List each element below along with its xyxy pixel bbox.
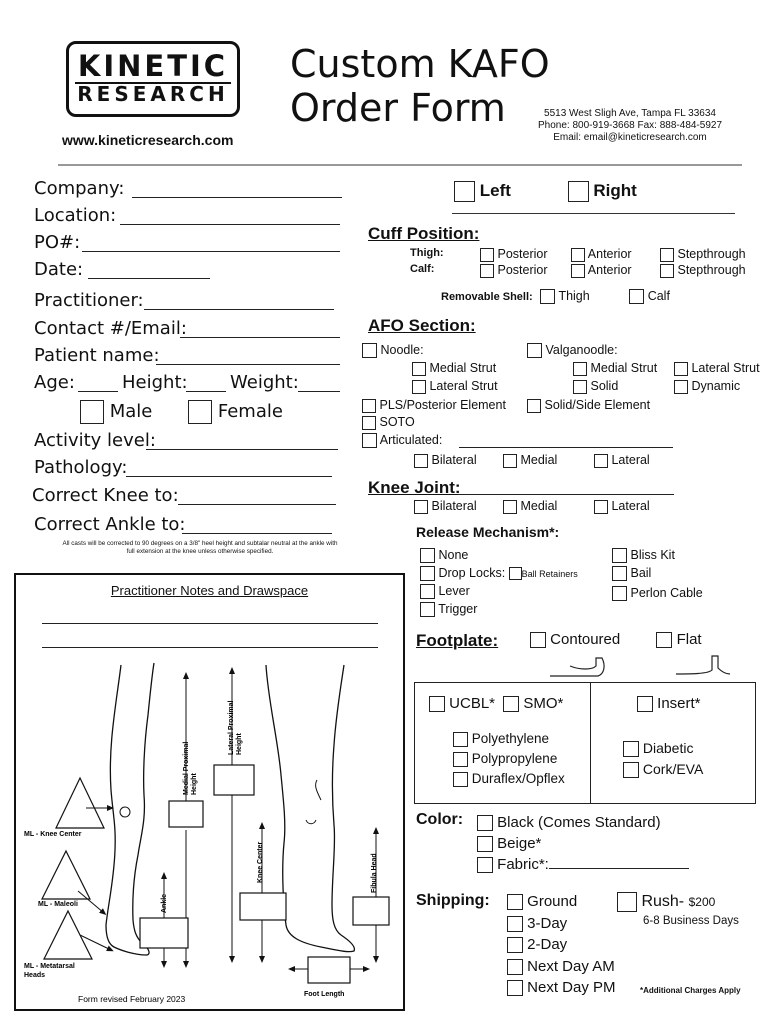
company-field[interactable] bbox=[34, 178, 124, 199]
practitioner-field[interactable] bbox=[34, 290, 144, 311]
next-day-pm-label: Next Day PM bbox=[527, 979, 616, 996]
phone-fax: Phone: 800-919-3668 Fax: 888-484-5927 bbox=[537, 120, 723, 131]
soto-label: SOTO bbox=[379, 415, 415, 429]
lateral-prox-box[interactable] bbox=[214, 765, 254, 795]
three-day-label: 3-Day bbox=[527, 914, 568, 932]
notes-heading: Practitioner Notes and Drawspace bbox=[110, 583, 309, 598]
ml-maleoli-label: ML - Maleoli bbox=[38, 901, 78, 908]
additional-charges-note: *Additional Charges Apply bbox=[640, 986, 741, 995]
lever-checkbox[interactable] bbox=[420, 584, 435, 599]
header-divider bbox=[58, 164, 742, 166]
height-label: Height: bbox=[122, 372, 188, 393]
duraflex-checkbox[interactable] bbox=[453, 772, 468, 787]
articulated-bilateral-label: Bilateral bbox=[431, 453, 477, 467]
knee-correction-label: Correct Knee to: bbox=[32, 485, 179, 506]
pls-checkbox[interactable] bbox=[362, 399, 376, 413]
medial-prox-label2: Height bbox=[191, 773, 198, 795]
black-checkbox[interactable] bbox=[477, 815, 493, 831]
location-label: Location: bbox=[34, 205, 117, 226]
valga-medial-strut-checkbox[interactable] bbox=[573, 362, 587, 376]
pathology-field[interactable] bbox=[34, 457, 127, 478]
company-logo bbox=[66, 41, 240, 117]
drop-locks-label: Drop Locks: bbox=[438, 566, 506, 580]
knee-correction-field[interactable] bbox=[32, 485, 179, 506]
fabric-label: Fabric*: bbox=[497, 856, 549, 873]
valganoodle-checkbox[interactable] bbox=[527, 343, 542, 358]
patient-label: Patient name: bbox=[34, 345, 160, 366]
two-day-checkbox[interactable] bbox=[507, 937, 523, 953]
calf-posterior-label: Posterior bbox=[497, 263, 548, 277]
next-day-am-label: Next Day AM bbox=[527, 957, 615, 975]
female-checkbox[interactable] bbox=[188, 400, 212, 424]
ground-label: Ground bbox=[527, 893, 578, 910]
page-title bbox=[290, 42, 550, 130]
shipping-options bbox=[507, 891, 616, 999]
valganoodle-label: Valganoodle: bbox=[545, 343, 618, 357]
date-field[interactable] bbox=[34, 259, 83, 280]
removable-shell-label: Removable Shell: bbox=[441, 291, 533, 303]
ml-meta-label2: Heads bbox=[24, 972, 46, 979]
noodle-medial-strut-label: Medial Strut bbox=[429, 361, 497, 375]
thigh-stepthrough-label: Stepthrough bbox=[677, 247, 746, 261]
lever-label: Lever bbox=[438, 584, 470, 598]
afo-options bbox=[362, 343, 767, 473]
perlon-cable-checkbox[interactable] bbox=[612, 586, 627, 601]
right-label: Right bbox=[593, 181, 637, 200]
cuff-heading: Cuff Position: bbox=[368, 224, 480, 243]
address-block bbox=[520, 108, 740, 144]
fibula-label: Fibula Head bbox=[371, 853, 378, 893]
rush-label: Rush- bbox=[641, 893, 685, 911]
title-line1: Custom KAFO bbox=[290, 42, 550, 86]
rush-days: 6-8 Business Days bbox=[643, 915, 739, 927]
ucbl-checkbox[interactable] bbox=[429, 696, 445, 712]
duraflex-label: Duraflex/Opflex bbox=[471, 771, 565, 786]
ankle-label: Ankle bbox=[161, 893, 168, 913]
calf-anterior-label: Anterior bbox=[587, 263, 632, 277]
notes-drawspace[interactable] bbox=[14, 573, 405, 1011]
weight-label: Weight: bbox=[230, 372, 299, 393]
thigh-anterior-label: Anterior bbox=[587, 247, 632, 261]
po-field[interactable] bbox=[34, 232, 80, 253]
trigger-checkbox[interactable] bbox=[420, 602, 435, 617]
address: 5513 West Sligh Ave, Tampa FL 33634 bbox=[544, 108, 716, 119]
activity-label: Activity level: bbox=[34, 430, 156, 451]
valga-lateral-strut-checkbox[interactable] bbox=[674, 362, 688, 376]
shell-calf-checkbox[interactable] bbox=[629, 289, 644, 304]
knee-joint-heading: Knee Joint: bbox=[368, 478, 461, 497]
ankle-correction-label: Correct Ankle to: bbox=[34, 514, 186, 535]
bail-label: Bail bbox=[630, 566, 652, 580]
right-knee-contour bbox=[316, 780, 321, 800]
articulated-lateral-checkbox[interactable] bbox=[594, 454, 608, 468]
black-label: Black (Comes Standard) bbox=[497, 814, 661, 831]
side-options bbox=[454, 181, 637, 202]
contoured-footplate-icon bbox=[550, 658, 604, 676]
ucbl-label: UCBL* bbox=[449, 695, 496, 712]
release-options bbox=[420, 548, 740, 624]
logo-line1: KINETIC bbox=[77, 49, 229, 83]
lateral-prox-label1: Lateral Proximal bbox=[228, 700, 235, 755]
valga-solid-checkbox[interactable] bbox=[573, 380, 587, 394]
articulated-bilateral-checkbox[interactable] bbox=[414, 454, 428, 468]
footplate-icons bbox=[540, 652, 760, 680]
next-day-pm-checkbox[interactable] bbox=[507, 980, 523, 996]
calf-label: Calf: bbox=[410, 263, 435, 275]
footnote-line1: All casts will be corrected to 90 degrees on a 3/8" heel height and subtalar neutral at the ankle with bbox=[62, 540, 338, 547]
three-day-checkbox[interactable] bbox=[507, 916, 523, 932]
color-heading: Color: bbox=[416, 811, 464, 828]
release-none-label: None bbox=[438, 548, 469, 562]
pathology-label: Pathology: bbox=[34, 457, 128, 478]
foot-length-box[interactable] bbox=[308, 957, 350, 983]
email: Email: email@kineticresearch.com bbox=[553, 132, 707, 143]
left-knee-mark bbox=[120, 807, 130, 817]
ml-meta-arrow bbox=[80, 935, 111, 950]
right-knee-mark bbox=[306, 820, 316, 824]
po-label: PO#: bbox=[34, 232, 81, 253]
contact-field[interactable] bbox=[34, 318, 187, 339]
valga-solid-label: Solid bbox=[590, 379, 619, 393]
footnote-line2: full extension at the knee unless otherwise specified. bbox=[126, 548, 274, 555]
noodle-lateral-strut-checkbox[interactable] bbox=[412, 380, 426, 394]
articulated-label: Articulated: bbox=[379, 433, 443, 447]
right-checkbox[interactable] bbox=[568, 181, 589, 202]
bliss-kit-checkbox[interactable] bbox=[612, 548, 627, 563]
valga-dynamic-checkbox[interactable] bbox=[674, 380, 688, 394]
beige-label: Beige* bbox=[497, 835, 542, 852]
leg-measurement-diagram bbox=[16, 575, 403, 1009]
female-label: Female bbox=[217, 401, 283, 422]
knee-lateral-checkbox[interactable] bbox=[594, 500, 608, 514]
articulated-medial-checkbox[interactable] bbox=[503, 454, 517, 468]
polypropylene-checkbox[interactable] bbox=[453, 752, 468, 767]
polyethylene-checkbox[interactable] bbox=[453, 732, 468, 747]
ml-knee-triangle bbox=[56, 778, 104, 828]
smo-label: SMO* bbox=[523, 695, 564, 712]
noodle-label: Noodle: bbox=[380, 343, 424, 357]
shell-thigh-checkbox[interactable] bbox=[540, 289, 555, 304]
fabric-checkbox[interactable] bbox=[477, 857, 493, 873]
knee-medial-label: Medial bbox=[520, 499, 558, 513]
thigh-stepthrough-checkbox[interactable] bbox=[660, 248, 674, 262]
knee-center-label: Knee Center bbox=[257, 841, 264, 883]
calf-stepthrough-checkbox[interactable] bbox=[660, 264, 674, 278]
ml-knee-label: ML - Knee Center bbox=[24, 831, 82, 838]
solid-side-checkbox[interactable] bbox=[527, 399, 541, 413]
knee-joint-line bbox=[458, 494, 674, 495]
thigh-anterior-checkbox[interactable] bbox=[571, 248, 585, 262]
polypropylene-label: Polypropylene bbox=[471, 751, 558, 766]
date-label: Date: bbox=[34, 259, 84, 280]
lateral-prox-label2: Height bbox=[236, 733, 243, 755]
correction-footnote bbox=[10, 540, 390, 556]
two-day-label: 2-Day bbox=[527, 936, 568, 953]
inserts-divider bbox=[590, 683, 591, 803]
knee-medial-checkbox[interactable] bbox=[503, 500, 517, 514]
practitioner-label: Practitioner: bbox=[34, 290, 144, 311]
calf-anterior-checkbox[interactable] bbox=[571, 264, 585, 278]
ml-maleoli-triangle bbox=[42, 851, 90, 899]
ground-checkbox[interactable] bbox=[507, 894, 523, 910]
noodle-medial-strut-checkbox[interactable] bbox=[412, 362, 426, 376]
ball-retainers-label: Ball Retainers bbox=[521, 569, 578, 579]
inserts-box bbox=[414, 682, 756, 804]
pls-label: PLS/Posterior Element bbox=[379, 398, 506, 412]
insert-checkbox[interactable] bbox=[637, 696, 653, 712]
knee-bilateral-checkbox[interactable] bbox=[414, 500, 428, 514]
ankle-correction-field[interactable] bbox=[34, 514, 186, 535]
flat-label: Flat bbox=[676, 631, 702, 648]
flat-footplate-icon bbox=[676, 656, 730, 674]
left-label: Left bbox=[479, 181, 511, 200]
age-label: Age: bbox=[34, 372, 75, 393]
footplate-options bbox=[530, 631, 702, 648]
calf-stepthrough-label: Stepthrough bbox=[677, 263, 746, 277]
contact-label: Contact #/Email: bbox=[34, 318, 187, 339]
release-heading: Release Mechanism*: bbox=[416, 524, 560, 540]
cork-label: Cork/EVA bbox=[642, 761, 704, 777]
calf-posterior-checkbox[interactable] bbox=[480, 264, 494, 278]
website[interactable]: www.kineticresearch.com bbox=[62, 132, 234, 148]
left-leg-outline bbox=[106, 663, 154, 955]
sex-options bbox=[80, 400, 283, 424]
shell-thigh-label: Thigh bbox=[558, 289, 590, 303]
knee-center-box[interactable] bbox=[240, 893, 286, 920]
afo-heading: AFO Section: bbox=[368, 316, 476, 335]
thigh-label: Thigh: bbox=[410, 247, 444, 259]
medial-prox-label1: Medial Proximal bbox=[183, 741, 190, 795]
valga-lateral-strut-label: Lateral Strut bbox=[691, 361, 760, 375]
medial-prox-box[interactable] bbox=[169, 801, 203, 827]
cuff-options bbox=[410, 247, 760, 279]
male-checkbox[interactable] bbox=[80, 400, 104, 424]
valga-medial-strut-label: Medial Strut bbox=[590, 361, 658, 375]
articulated-medial-label: Medial bbox=[520, 453, 558, 467]
beige-checkbox[interactable] bbox=[477, 836, 493, 852]
valga-dynamic-label: Dynamic bbox=[691, 379, 741, 393]
articulated-lateral-label: Lateral bbox=[611, 453, 650, 467]
foot-length-label: Foot Length bbox=[304, 991, 345, 998]
smo-checkbox[interactable] bbox=[503, 696, 519, 712]
age-height-weight[interactable] bbox=[34, 372, 299, 393]
color-options bbox=[477, 812, 689, 875]
solid-side-label: Solid/Side Element bbox=[544, 398, 651, 412]
soto-checkbox[interactable] bbox=[362, 416, 376, 430]
knee-lateral-label: Lateral bbox=[611, 499, 650, 513]
trigger-label: Trigger bbox=[438, 602, 478, 616]
title-line2: Order Form bbox=[290, 86, 506, 130]
activity-field[interactable] bbox=[34, 430, 156, 451]
location-field[interactable] bbox=[34, 205, 116, 226]
knee-bilateral-label: Bilateral bbox=[431, 499, 477, 513]
ankle-box[interactable] bbox=[140, 918, 188, 948]
rush-option bbox=[617, 892, 715, 912]
flat-checkbox[interactable] bbox=[656, 632, 672, 648]
bliss-kit-label: Bliss Kit bbox=[630, 548, 675, 562]
patient-field[interactable] bbox=[34, 345, 160, 366]
thigh-posterior-checkbox[interactable] bbox=[480, 248, 494, 262]
shell-calf-label: Calf bbox=[647, 289, 670, 303]
diabetic-checkbox[interactable] bbox=[623, 741, 639, 757]
insert-label: Insert* bbox=[657, 695, 701, 712]
thigh-posterior-label: Posterior bbox=[497, 247, 548, 261]
ball-retainers-checkbox[interactable] bbox=[509, 567, 522, 580]
bail-checkbox[interactable] bbox=[612, 566, 627, 581]
cork-checkbox[interactable] bbox=[623, 762, 639, 778]
next-day-am-checkbox[interactable] bbox=[507, 959, 523, 975]
ml-meta-label1: ML - Metatarsal bbox=[24, 963, 75, 970]
logo-line2: RESEARCH bbox=[77, 82, 229, 106]
noodle-lateral-strut-label: Lateral Strut bbox=[429, 379, 498, 393]
male-label: Male bbox=[109, 401, 153, 422]
articulated-checkbox[interactable] bbox=[362, 433, 377, 448]
ml-metatarsal-triangle bbox=[44, 911, 92, 959]
footplate-heading: Footplate: bbox=[416, 631, 499, 650]
shipping-heading: Shipping: bbox=[416, 892, 490, 909]
rush-checkbox[interactable] bbox=[617, 892, 637, 912]
rush-price: $200 bbox=[688, 895, 716, 910]
contoured-label: Contoured bbox=[550, 631, 621, 648]
left-checkbox[interactable] bbox=[454, 181, 475, 202]
knee-joint-options bbox=[414, 499, 714, 517]
fibula-box[interactable] bbox=[353, 897, 389, 925]
noodle-checkbox[interactable] bbox=[362, 343, 377, 358]
polyethylene-label: Polyethylene bbox=[471, 731, 550, 746]
ml-maleoli-arrow bbox=[78, 891, 104, 913]
removable-shell bbox=[441, 289, 670, 304]
contoured-checkbox[interactable] bbox=[530, 632, 546, 648]
perlon-cable-label: Perlon Cable bbox=[630, 586, 703, 600]
form-revised: Form revised February 2023 bbox=[78, 994, 186, 1004]
side-underline bbox=[452, 213, 735, 214]
diabetic-label: Diabetic bbox=[642, 740, 694, 756]
release-none-checkbox[interactable] bbox=[420, 548, 435, 563]
drop-locks-checkbox[interactable] bbox=[420, 566, 435, 581]
company-label: Company: bbox=[34, 178, 125, 199]
